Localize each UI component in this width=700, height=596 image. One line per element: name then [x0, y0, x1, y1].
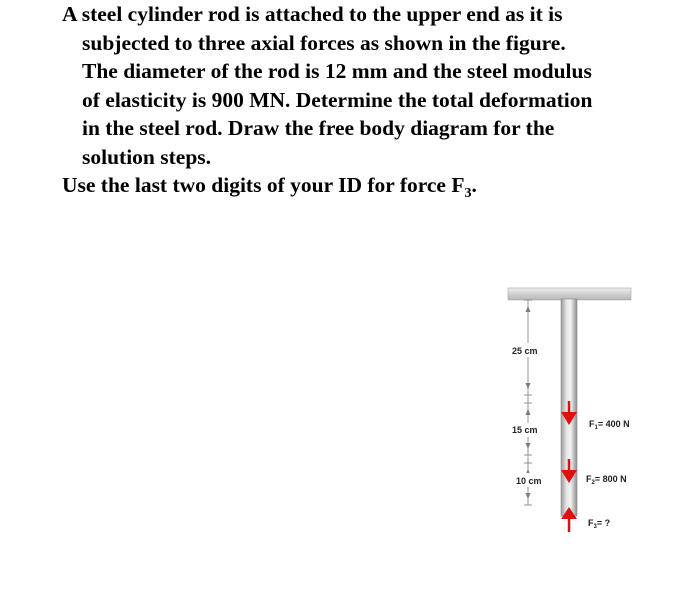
segment-top-label: 25 cm [512, 346, 538, 356]
force2-label [586, 474, 627, 486]
instruction-period: . [471, 173, 477, 197]
force2-value: = 800 N [594, 474, 627, 484]
force2-name: F [586, 474, 592, 484]
problem-line-3: The diameter of the rod is 12 mm and the steel modulus [82, 59, 592, 83]
force1-value: = 400 N [597, 419, 630, 429]
segment-bottom-label: 10 cm [516, 476, 542, 486]
problem-line-1: A steel cylinder rod is attached to the upper end as it is [62, 2, 563, 26]
instruction-subscript: 3 [464, 186, 472, 201]
ceiling-support [508, 288, 631, 300]
force1-name: F [589, 419, 595, 429]
problem-line-4: of elasticity is 900 MN. Determine the total deformation [82, 87, 593, 112]
force3-name: F [588, 518, 594, 528]
segment-middle-label: 15 cm [512, 425, 538, 435]
instruction-text: Use the last two digits of your ID for force F [62, 173, 465, 197]
force3-value: = ? [596, 518, 611, 528]
force1-label [589, 419, 630, 431]
force3-subscript: 3 [593, 524, 597, 530]
problem-line-2: subjected to three axial forces as shown in the figure. [82, 30, 566, 55]
force3-label [588, 518, 610, 530]
problem-line-6: solution steps. [82, 144, 212, 169]
problem-line-5: in the steel rod. Draw the free body diagram for the [82, 116, 555, 140]
force2-subscript: 2 [591, 480, 595, 486]
force1-subscript: 1 [594, 425, 598, 431]
